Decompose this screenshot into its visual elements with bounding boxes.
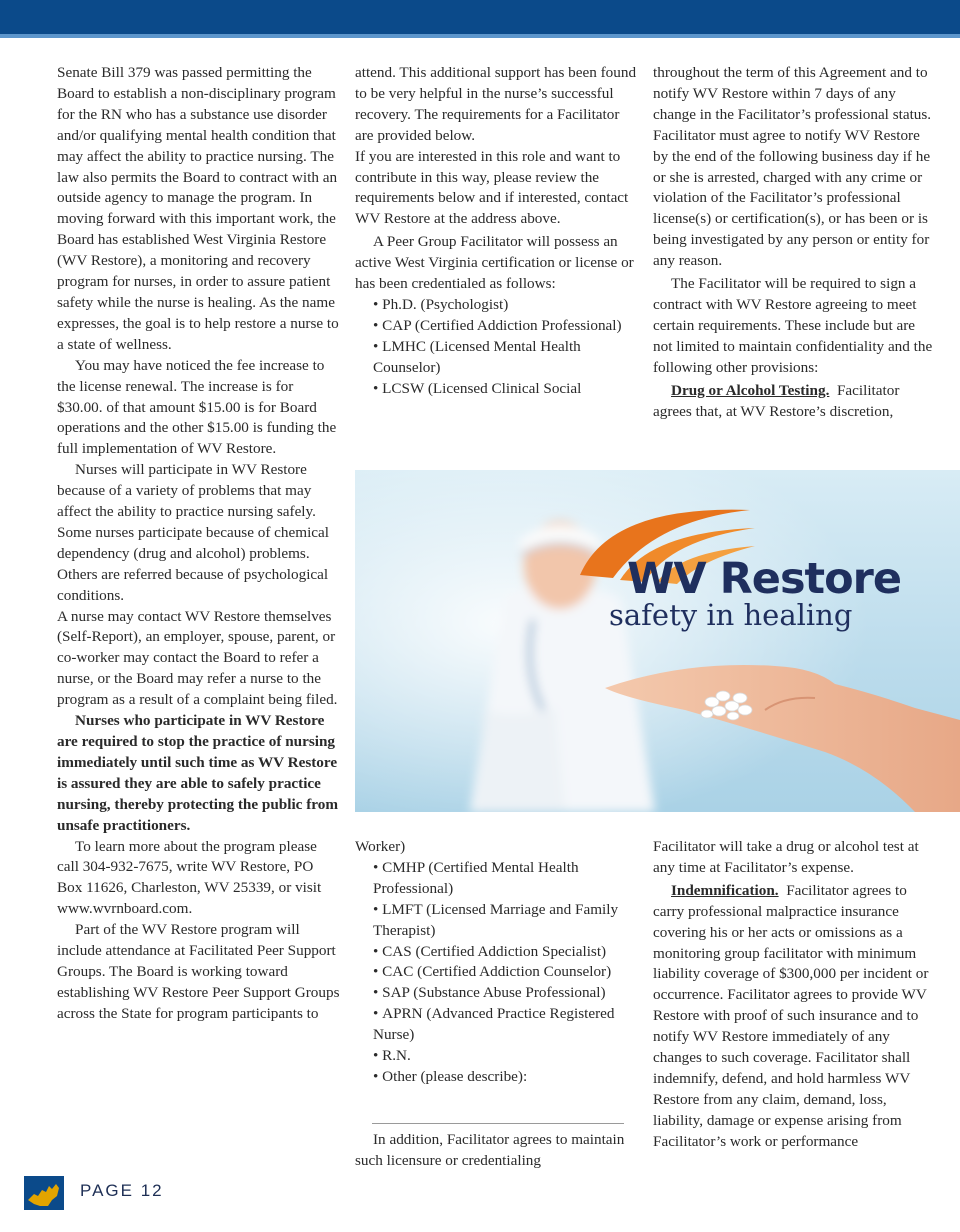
col1-paragraph-1: Senate Bill 379 was passed permitting the Board to establish a non-disciplinary program for the RN who has a substance use disorder and/or qualifying mental health condition that may affect the ability to practice nursing. The law also permits the Board to contract with an outside agency to manage the program. In moving forward with this important work, the Board has established West Virginia Restore (WV Restore), a monitoring and recovery program for nurses, in order to assure patient safety while the nurse is healing. As the name expresses, the goal is to help restore a nurse to a state of wellness. — [57, 64, 339, 353]
credential-item: • Ph.D. (Psychologist) — [355, 295, 640, 316]
indemnification-heading: Indemnification. — [671, 881, 779, 899]
col3-paragraph-1: throughout the term of this Agreement and to notify WV Restore within 7 days of any change in the Facilitator’s professional status. Facilitator must agree to notify WV Restore by the end of the following business day if he or she is arrested, charged with any crime or violation of the Facilitator’s professional license(s) or certification(s), or has been or is being investigated by any person or entity for any reason. — [653, 64, 932, 270]
indemnification-text: Facilitator agrees to carry professional malpractice insurance covering his or her acts or omissions as a monitoring group facilitator with minimum liability coverage of $300,000 per incident or occurrence. Facilitator agrees to provide WV Restore with proof of such insurance and to notify WV Restore immediately of any changes to such coverage. Facilitator shall indemnify, defend, and hold harmless WV Restore from any claim, demand, loss, liability, damage or expense arising from Facilitator’s work or performance — [653, 881, 929, 1150]
col1-paragraph-3: Nurses will participate in WV Restore because of a variety of problems that may affect the ability to practice nursing safely. Some nurses participate because of chemical dependency (drug and alcohol) problems. Others are referred because of psychological conditions. — [57, 461, 329, 604]
credential-continuation: Worker) — [355, 838, 406, 855]
col2-paragraph-1: attend. This additional support has been found to be very helpful in the nurse’s successful recovery. The requirements for a Facilitator are provided below. — [355, 64, 637, 144]
col3-paragraph-5 — [653, 881, 938, 1153]
credential-item: • CAC (Certified Addiction Counselor) — [355, 962, 640, 983]
credential-item: • CMHP (Certified Mental Health Professional) — [355, 858, 640, 900]
col1-paragraph-5: Nurses who participate in WV Restore are required to stop the practice of nursing immediately until such time as WV Restore is assured they are able to safely practice nursing, thereby protecting the public from unsafe practitioners. — [57, 712, 338, 834]
col3-paragraph-3 — [653, 381, 938, 423]
logo-title: WV Restore — [627, 554, 902, 604]
col2-paragraph-3: A Peer Group Facilitator will possess an active West Virginia certification or license or has been credentialed as follows: — [355, 233, 634, 293]
credential-item: • APRN (Advanced Practice Registered Nurse) — [355, 1004, 640, 1046]
credential-item: • CAS (Certified Addiction Specialist) — [355, 942, 640, 963]
credential-item: • LCSW (Licensed Clinical Social — [355, 379, 640, 400]
credential-item: • SAP (Substance Abuse Professional) — [355, 983, 640, 1004]
credential-item: • CAP (Certified Addiction Professional) — [355, 316, 640, 337]
header-bar — [0, 0, 960, 34]
credential-item: • R.N. — [355, 1046, 640, 1067]
column-2-top — [355, 63, 640, 400]
col3-paragraph-2: The Facilitator will be required to sign a contract with WV Restore agreeing to meet certain requirements. These include but are not limited to maintain confidentiality and the following other provisions: — [653, 275, 933, 376]
col2-paragraph-2: If you are interested in this role and want to contribute in this way, please review the requirements below and if interested, contact WV Restore at the address above. — [355, 147, 629, 228]
hero-illustration — [355, 470, 960, 812]
col1-paragraph-6: To learn more about the program please call 304-932-7675, write WV Restore, PO Box 11626, Charleston, WV 25339, or visit www.wvrnboard.com. — [57, 837, 322, 918]
drug-testing-heading: Drug or Alcohol Testing. — [671, 381, 830, 399]
col3-paragraph-4: Facilitator will take a drug or alcohol test at any time at Facilitator’s expense. — [653, 838, 919, 876]
credential-item: • LMFT (Licensed Marriage and Family Therapist) — [355, 900, 640, 942]
page-number: PAGE 12 — [80, 1181, 164, 1200]
credential-item: • LMHC (Licensed Mental Health Counselor) — [355, 337, 640, 379]
column-1 — [57, 63, 342, 1025]
column-2-bottom — [355, 837, 640, 1172]
west-virginia-state-icon — [24, 1176, 64, 1210]
credential-item: • Other (please describe): — [355, 1067, 640, 1088]
drug-testing-text: Facilitator agrees that, at WV Restore’s discretion, — [653, 381, 900, 420]
col1-paragraph-2: You may have noticed the fee increase to the license renewal. The increase is for $30.00. of that amount $15.00 is for Board operations and the other $15.00 is funding the full implementation of WV Restore. — [57, 356, 337, 458]
column-3-top — [653, 63, 938, 422]
col1-paragraph-7: Part of the WV Restore program will include attendance at Facilitated Peer Support Groups. The Board is working toward establishing WV Restore Peer Support Groups across the State for program participants to — [57, 921, 340, 1022]
col2-paragraph-4: In addition, Facilitator agrees to maintain such licensure or credentialing — [355, 1130, 625, 1169]
divider-line — [372, 1123, 624, 1124]
logo-tagline: safety in healing — [609, 598, 853, 632]
col1-paragraph-4: A nurse may contact WV Restore themselves (Self-Report), an employer, spouse, parent, or co-worker may contact the Board to refer a nurse, or the Board may refer a nurse to the program as a result of a complaint being filed. — [57, 607, 338, 709]
header-accent-line — [0, 34, 960, 38]
column-3-bottom — [653, 837, 938, 1153]
hero-image — [355, 470, 960, 812]
